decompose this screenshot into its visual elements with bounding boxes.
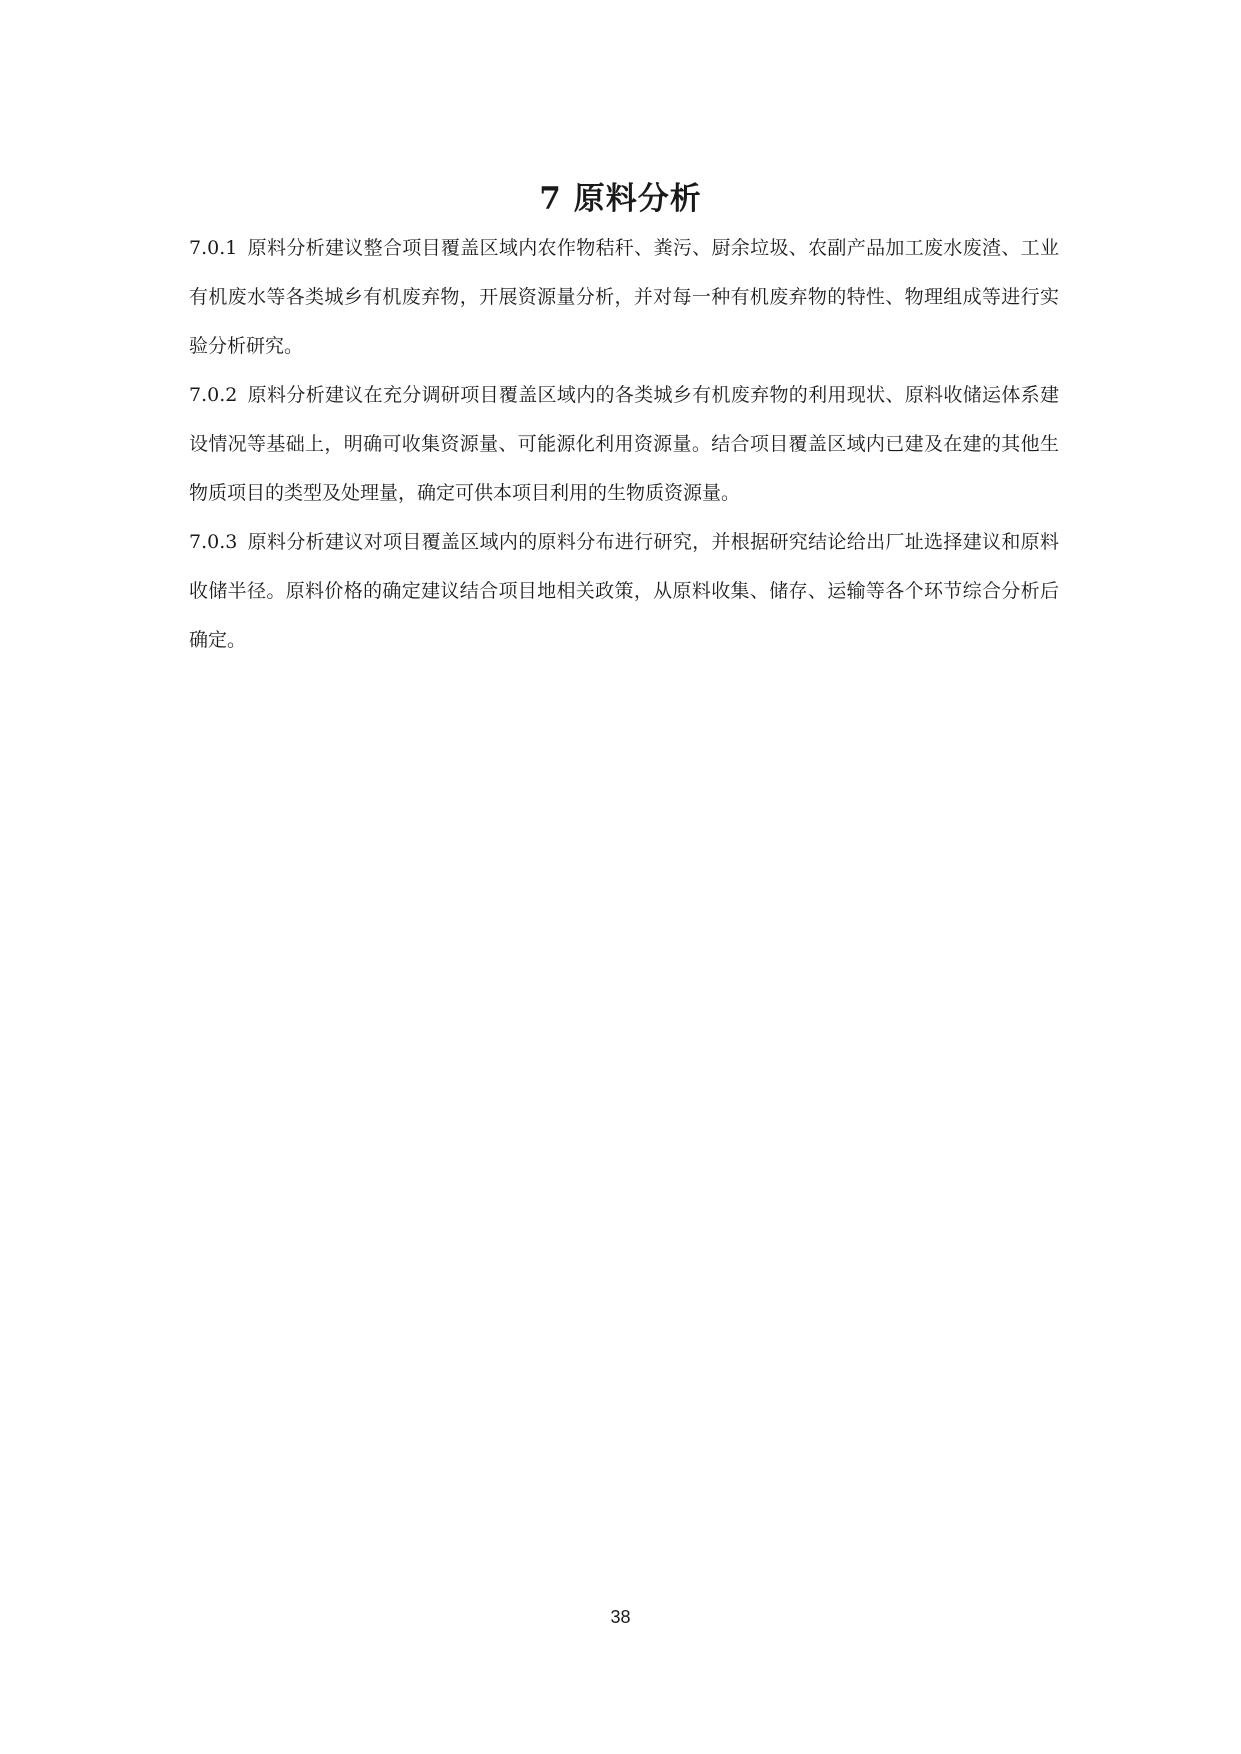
clause-text: 原料分析建议对项目覆盖区域内的原料分布进行研究，并根据研究结论给出厂址选择建议和原料收储半径。原料价格的确定建议结合项目地相关政策，从原料收集、储存、运输等各个环节综合分析后确定。 <box>189 531 1059 651</box>
clause-7-0-2 <box>189 371 1059 518</box>
clause-number: 7.0.2 <box>189 384 238 406</box>
chapter-number: 7 <box>539 180 562 217</box>
clause-number: 7.0.3 <box>189 531 238 553</box>
chapter-title <box>0 179 1241 219</box>
clause-7-0-3 <box>189 518 1059 665</box>
clause-text: 原料分析建议整合项目覆盖区域内农作物秸秆、粪污、厨余垃圾、农副产品加工废水废渣、工业有机废水等各类城乡有机废弃物，开展资源量分析，并对每一种有机废弃物的特性、物理组成等进行实验分析研究。 <box>189 237 1059 357</box>
page-number: 38 <box>610 1607 631 1627</box>
clause-7-0-1 <box>189 224 1059 371</box>
chapter-title-text: 原料分析 <box>573 180 702 217</box>
chapter-body <box>189 224 1059 665</box>
clause-number: 7.0.1 <box>189 237 238 259</box>
clause-text: 原料分析建议在充分调研项目覆盖区域内的各类城乡有机废弃物的利用现状、原料收储运体系建设情况等基础上，明确可收集资源量、可能源化利用资源量。结合项目覆盖区域内已建及在建的其他生物质项目的类型及处理量，确定可供本项目利用的生物质资源量。 <box>189 384 1059 504</box>
